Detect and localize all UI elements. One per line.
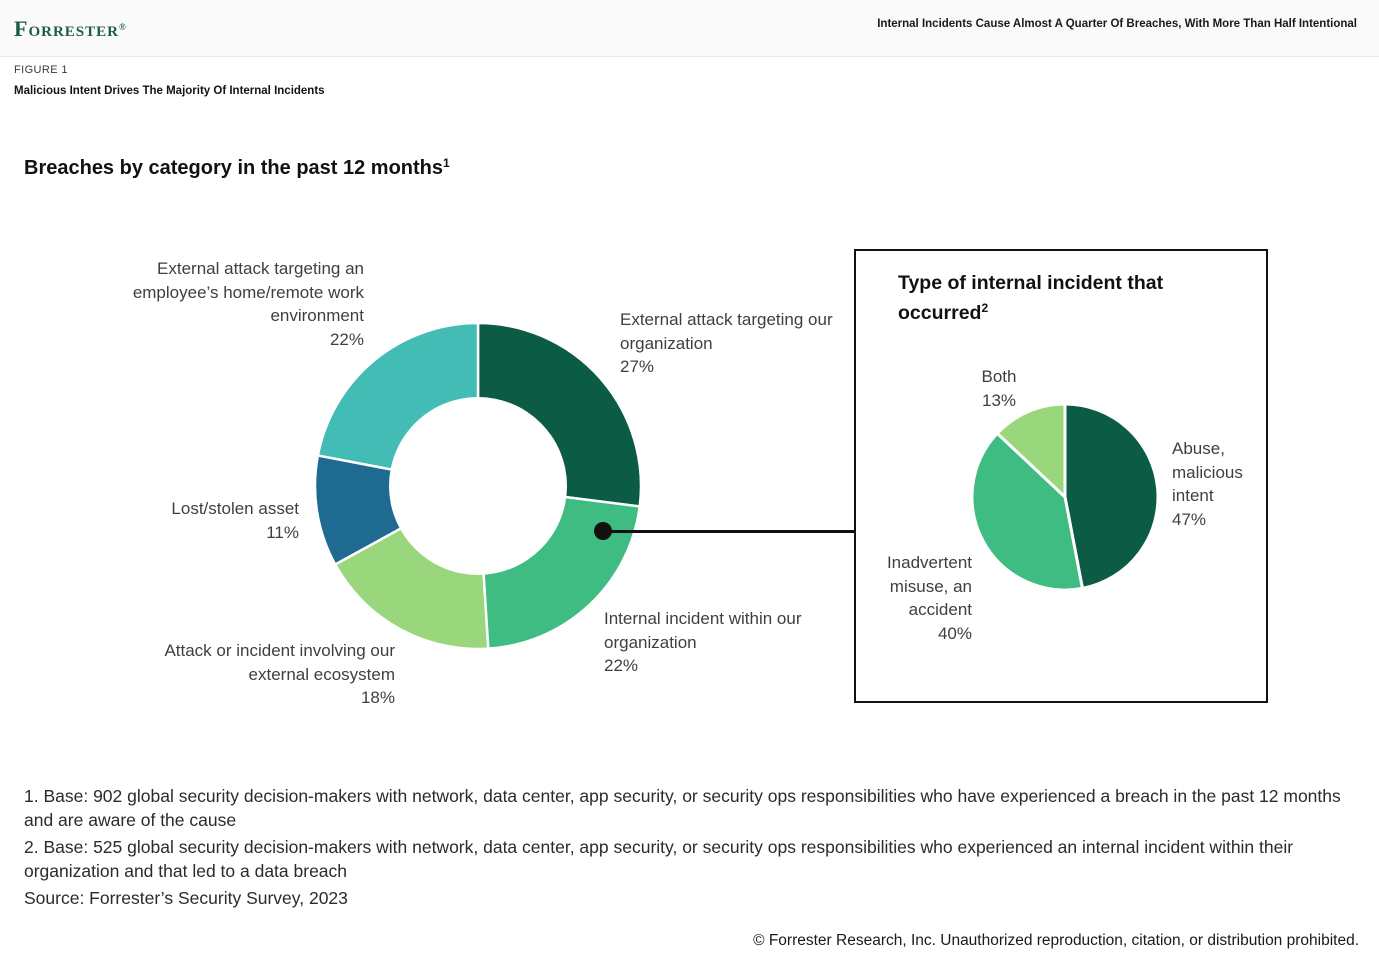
donut-label-home-remote — [114, 257, 364, 351]
pie-label-abuse-text: Abuse, malicious intent — [1172, 439, 1243, 505]
inset-title — [898, 271, 1228, 326]
forrester-logo — [14, 16, 126, 42]
copyright-notice: © Forrester Research, Inc. Unauthorized reproduction, citation, or distribution prohibited. — [753, 932, 1359, 949]
forrester-logo-text: Forrester — [14, 16, 119, 41]
callout-connector-dot — [594, 522, 612, 540]
donut-label-internal-value: 22% — [604, 656, 639, 675]
donut-label-home-remote-value: 22% — [329, 329, 364, 349]
breaches-donut-chart — [308, 316, 653, 661]
donut-label-ecosystem-value: 18% — [360, 688, 395, 707]
footnote-2: 2. Base: 525 global security decision-makers with network, data center, app security, or security ops responsibilities who experienced an internal incident within their organization and that led to a data breach — [24, 837, 1294, 881]
figure-caption: Malicious Intent Drives The Majority Of Internal Incidents — [14, 85, 325, 97]
footnotes — [24, 785, 1356, 915]
pie-label-both — [949, 365, 1049, 412]
source-line: Source: Forrester’s Security Survey, 2023 — [24, 888, 348, 908]
donut-label-external-org-value: 27% — [620, 357, 655, 376]
donut-hole — [389, 397, 567, 575]
inset-title-footnote-ref: 2 — [981, 301, 989, 315]
donut-label-lost-stolen-value: 11% — [266, 522, 299, 542]
pie-label-abuse-value: 47% — [1172, 509, 1207, 529]
main-chart-title — [24, 156, 450, 180]
footnote-1: 1. Base: 902 global security decision-makers with network, data center, app security, or security ops responsibilities who have experienced a breach in the past 12 months and are aware of the cause — [24, 786, 1341, 830]
chart-slice-0 — [1065, 404, 1158, 588]
registered-mark: ® — [118, 22, 126, 32]
donut-label-internal-text: Internal incident within our organization — [604, 609, 802, 652]
running-header-title: Internal Incidents Cause Almost A Quarter Of Breaches, With More Than Half Intentional — [877, 18, 1357, 30]
pie-label-both-text: Both — [981, 367, 1017, 386]
figure-number: FIGURE 1 — [14, 64, 68, 76]
donut-label-lost-stolen-text: Lost/stolen asset — [171, 499, 299, 518]
main-chart-title-footnote-ref: 1 — [443, 156, 450, 170]
donut-label-lost-stolen — [99, 497, 299, 544]
pie-label-both-value: 13% — [981, 390, 1017, 410]
donut-label-internal — [604, 607, 824, 678]
pie-label-inadvertent — [852, 551, 972, 645]
donut-label-external-org — [620, 308, 850, 379]
pie-label-abuse — [1172, 437, 1282, 531]
donut-label-external-org-text: External attack targeting our organization — [620, 310, 833, 353]
main-chart-title-text: Breaches by category in the past 12 months — [24, 157, 444, 179]
pie-label-inadvertent-text: Inadvertent misuse, an accident — [886, 553, 972, 619]
donut-label-ecosystem-text: Attack or incident involving our external ecosystem — [164, 641, 395, 684]
callout-connector-line — [602, 530, 855, 533]
donut-label-home-remote-text: External attack targeting an employee’s home/remote work environment — [132, 259, 364, 325]
inset-title-text: Type of internal incident that occurred — [898, 272, 1164, 324]
pie-label-inadvertent-value: 40% — [937, 623, 972, 643]
donut-label-ecosystem — [145, 639, 395, 710]
internal-incident-pie-chart — [965, 397, 1165, 597]
